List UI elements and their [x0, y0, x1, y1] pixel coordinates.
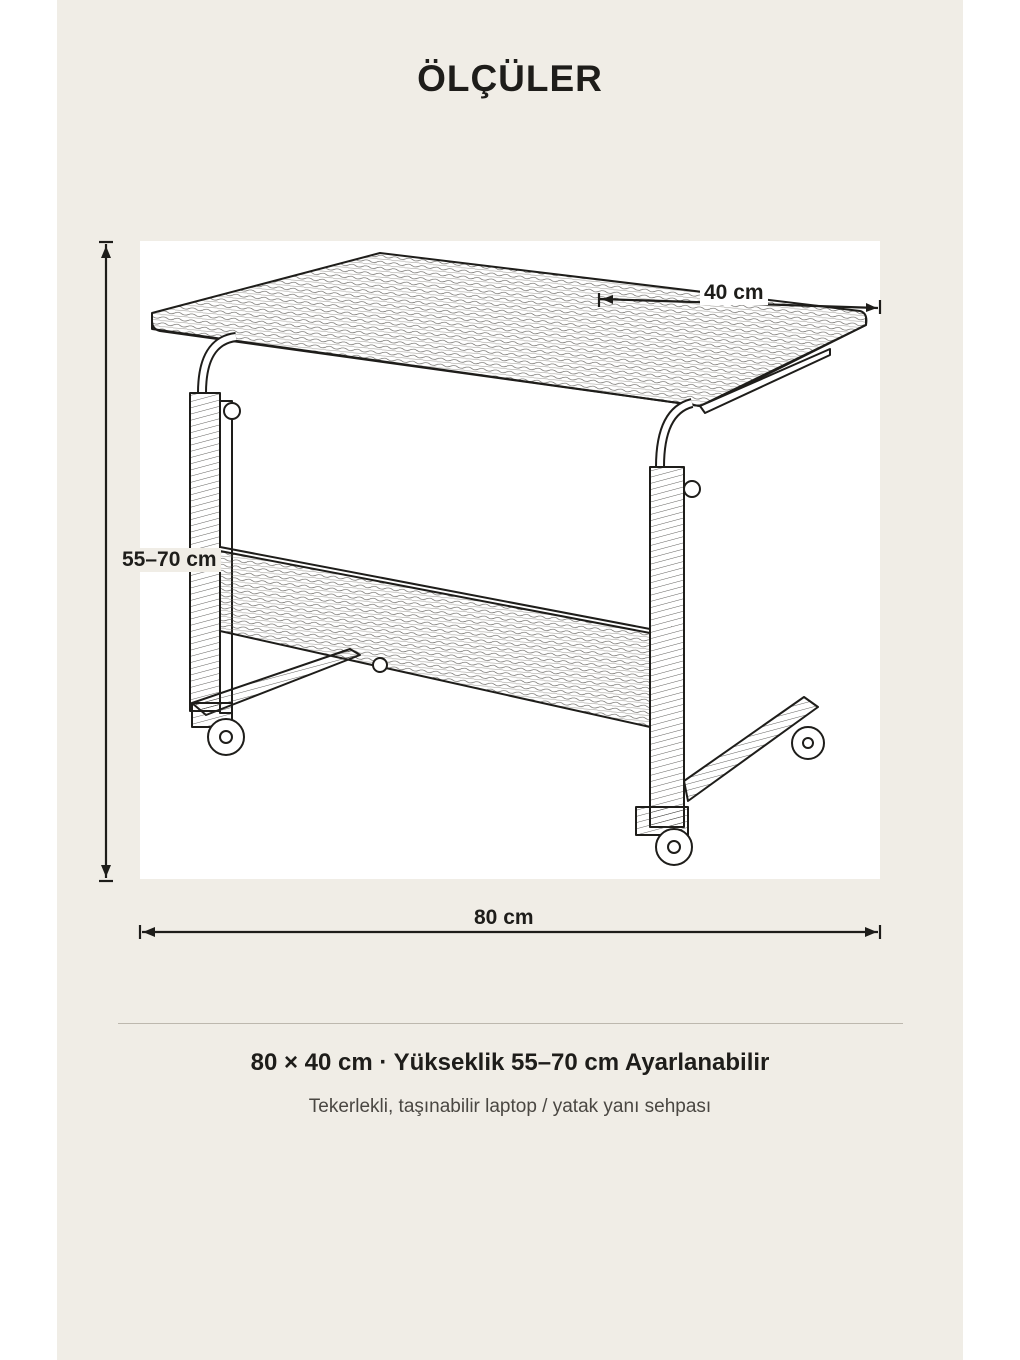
page-title: ÖLÇÜLER	[417, 58, 603, 99]
height-label: 55–70 cm	[118, 548, 221, 572]
depth-label: 40 cm	[700, 281, 768, 305]
width-label: 80 cm	[470, 906, 538, 930]
divider	[118, 1023, 903, 1024]
spec-line: 80 × 40 cm · Yükseklik 55–70 cm Ayarlanabilir	[250, 1049, 770, 1076]
product-subtitle: Tekerlekli, taşınabilir laptop / yatak yanı sehpası	[308, 1096, 712, 1117]
